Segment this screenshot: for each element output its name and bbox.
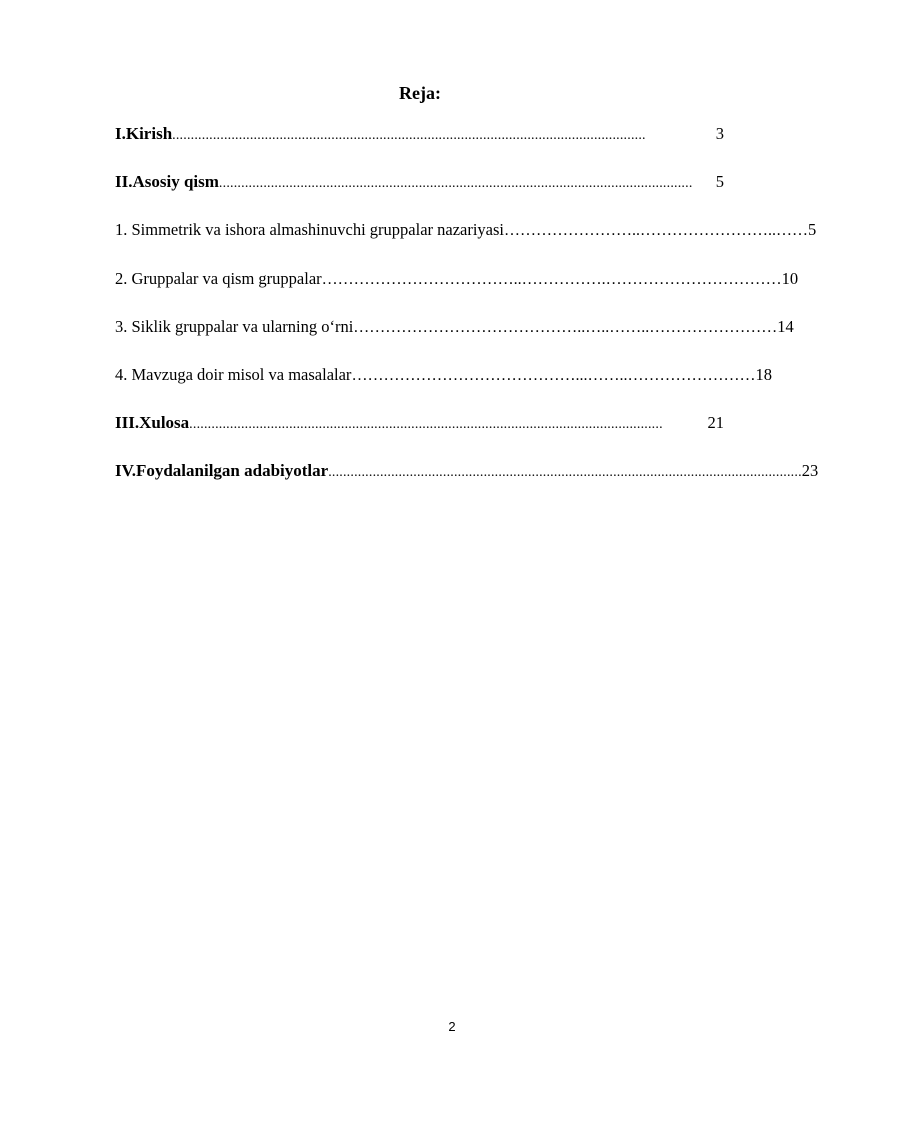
toc-leader-dots: ................................................................................................................................: [172, 128, 646, 143]
toc-leader-dots: ................................................................................................................................: [189, 417, 663, 433]
toc-entry-section-2: [115, 267, 799, 291]
toc-page-number: 14: [777, 316, 794, 336]
toc-page-number: 5: [808, 220, 817, 240]
toc-page-number: 5: [715, 172, 724, 192]
toc-entry-section-4: [115, 363, 772, 387]
toc-label: 1. Simmetrik va ishora almashinuvchi gruppalar nazariyasi: [115, 220, 505, 240]
toc-leader-dots: ................................................................................................................................: [218, 176, 693, 192]
toc-label: 4. Mavzuga doir misol va masalalar: [115, 364, 352, 384]
toc-page-number: 21: [707, 413, 724, 433]
page-title: Reja:: [399, 83, 441, 103]
table-of-contents: [115, 122, 819, 508]
toc-leader-dots: ……………………………………...……..……………………: [351, 366, 756, 384]
toc-entry-adabiyotlar: [115, 459, 819, 483]
toc-label: II.Asosiy qism: [115, 172, 219, 192]
toc-label: IV.Foydalanilgan adabiyotlar: [115, 461, 329, 481]
toc-page-number: 3: [715, 124, 724, 143]
toc-label: 2. Gruppalar va qism gruppalar: [115, 268, 322, 288]
toc-page-number: 23: [801, 461, 819, 481]
toc-entry-asosiy-qism: [115, 170, 724, 194]
toc-entry-kirish: [115, 122, 724, 146]
toc-entry-xulosa: [115, 411, 724, 435]
toc-entry-section-3: [115, 315, 794, 339]
toc-leader-dots: ……………………..……………………..……: [504, 222, 809, 240]
page-number: 2: [448, 1019, 456, 1034]
toc-page-number: 18: [755, 364, 772, 384]
toc-page-number: 10: [781, 268, 799, 288]
toc-leader-dots: ……………………………………..…..……..……………………: [353, 318, 778, 336]
toc-label: 3. Siklik gruppalar va ularning o‘rni: [115, 316, 354, 336]
toc-leader-dots: ………………………………..…………….……………………………: [321, 270, 782, 288]
toc-label: III.Xulosa: [115, 413, 190, 433]
toc-leader-dots: ................................................................................................................................: [328, 465, 802, 481]
toc-entry-section-1: [115, 218, 817, 242]
toc-label: I.Kirish: [115, 124, 173, 143]
